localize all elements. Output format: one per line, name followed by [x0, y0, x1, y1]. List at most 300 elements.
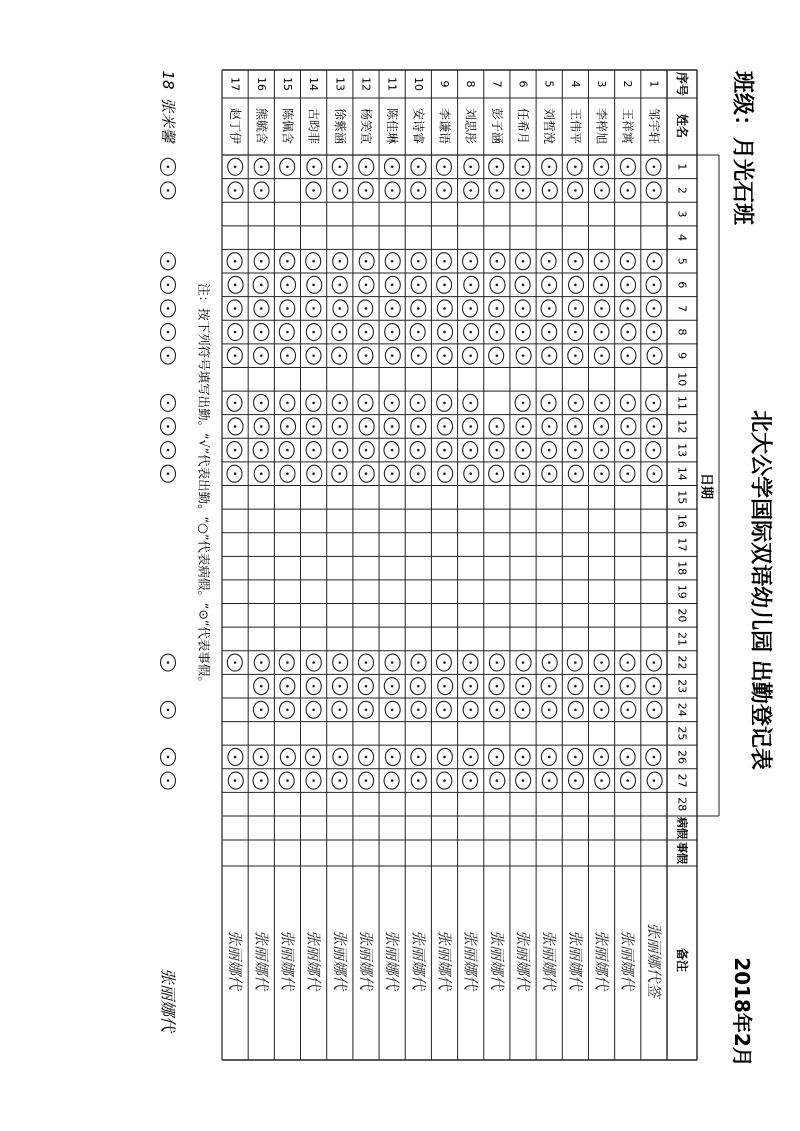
attendance-dot	[496, 354, 499, 357]
attendance-dot	[234, 189, 237, 192]
attendance-dot	[260, 260, 263, 263]
attendance-dot	[234, 449, 237, 452]
day-number: 25	[675, 726, 689, 741]
attendance-dot	[574, 449, 577, 452]
student-name: 安诗睿	[411, 107, 426, 145]
attendance-dot	[522, 472, 525, 475]
student-name: 李梓旭	[594, 107, 609, 145]
student-number: 15	[280, 77, 294, 91]
student-number: 6	[516, 80, 530, 88]
attendance-dot	[443, 449, 446, 452]
attendance-dot	[443, 284, 446, 287]
header-seq: 序号	[675, 71, 689, 97]
class-label: 班级：月光石班	[729, 70, 755, 226]
attendance-dot	[260, 779, 263, 782]
attendance-dot	[365, 685, 368, 688]
attendance-dot	[574, 708, 577, 711]
attendance-dot	[496, 661, 499, 664]
day-number: 1	[675, 163, 689, 171]
attendance-dot	[391, 284, 394, 287]
attendance-dot	[417, 402, 420, 405]
attendance-dot	[391, 354, 394, 357]
attendance-dot	[365, 472, 368, 475]
attendance-dot	[626, 331, 629, 334]
attendance-dot	[496, 307, 499, 310]
attendance-dot	[443, 166, 446, 169]
attendance-dot	[167, 166, 170, 169]
attendance-dot	[338, 402, 341, 405]
day-number: 17	[675, 537, 689, 552]
attendance-dot	[365, 331, 368, 334]
student-name: 古昀菲	[306, 107, 321, 145]
attendance-dot	[167, 402, 170, 405]
attendance-dot	[653, 779, 656, 782]
attendance-dot	[574, 756, 577, 759]
attendance-dot	[443, 708, 446, 711]
day-number: 7	[675, 304, 689, 312]
attendance-dot	[548, 189, 551, 192]
attendance-dot	[600, 685, 603, 688]
attendance-dot	[626, 708, 629, 711]
attendance-dot	[286, 284, 289, 287]
attendance-dot	[626, 284, 629, 287]
attendance-dot	[600, 756, 603, 759]
attendance-dot	[469, 331, 472, 334]
student-number: 17	[228, 77, 242, 91]
attendance-dot	[338, 661, 341, 664]
attendance-dot	[260, 661, 263, 664]
student-remark: 张丽娜代	[330, 929, 349, 991]
attendance-dot	[417, 354, 420, 357]
student-remark: 张丽娜代	[252, 929, 271, 991]
attendance-dot	[286, 779, 289, 782]
attendance-dot	[312, 661, 315, 664]
student-remark: 张丽娜代	[356, 929, 375, 991]
attendance-dot	[653, 166, 656, 169]
attendance-dot	[167, 425, 170, 428]
student-remark: 张丽娜代	[566, 929, 585, 991]
attendance-dot	[469, 284, 472, 287]
attendance-dot	[260, 189, 263, 192]
attendance-dot	[548, 449, 551, 452]
day-number: 27	[675, 773, 689, 788]
attendance-dot	[496, 284, 499, 287]
student-remark: 张丽娜代	[304, 929, 323, 991]
attendance-dot	[338, 284, 341, 287]
header-sick: 病假	[675, 817, 689, 839]
attendance-dot	[496, 189, 499, 192]
attendance-dot	[574, 331, 577, 334]
attendance-dot	[574, 472, 577, 475]
attendance-dot	[365, 307, 368, 310]
attendance-dot	[653, 402, 656, 405]
attendance-dot	[496, 425, 499, 428]
attendance-dot	[548, 685, 551, 688]
attendance-dot	[312, 685, 315, 688]
day-number: 22	[675, 655, 689, 670]
attendance-dot	[417, 779, 420, 782]
student-number: 9	[438, 80, 451, 88]
attendance-dot	[496, 779, 499, 782]
attendance-dot	[600, 331, 603, 334]
attendance-dot	[574, 284, 577, 287]
day-number: 3	[675, 210, 689, 218]
attendance-dot	[391, 449, 394, 452]
attendance-dot	[167, 779, 170, 782]
student-number: 8	[464, 80, 478, 88]
day-number: 5	[675, 257, 689, 265]
attendance-dot	[496, 708, 499, 711]
attendance-dot	[312, 354, 315, 357]
attendance-dot	[574, 166, 577, 169]
attendance-dot	[391, 260, 394, 263]
attendance-dot	[167, 708, 170, 711]
attendance-dot	[600, 472, 603, 475]
attendance-dot	[391, 189, 394, 192]
attendance-dot	[600, 425, 603, 428]
attendance-dot	[574, 307, 577, 310]
attendance-dot	[469, 661, 472, 664]
attendance-dot	[338, 260, 341, 263]
attendance-dot	[365, 449, 368, 452]
attendance-dot	[234, 779, 237, 782]
attendance-dot	[626, 260, 629, 263]
attendance-dot	[260, 402, 263, 405]
attendance-dot	[548, 402, 551, 405]
attendance-dot	[312, 449, 315, 452]
attendance-dot	[600, 708, 603, 711]
attendance-dot	[443, 331, 446, 334]
day-number: 9	[675, 352, 689, 360]
attendance-dot	[626, 402, 629, 405]
attendance-dot	[469, 166, 472, 169]
attendance-dot	[338, 472, 341, 475]
attendance-dot	[443, 354, 446, 357]
attendance-dot	[548, 331, 551, 334]
attendance-dot	[312, 779, 315, 782]
attendance-dot	[522, 425, 525, 428]
attendance-dot	[574, 189, 577, 192]
attendance-dot	[234, 331, 237, 334]
attendance-dot	[167, 449, 170, 452]
attendance-dot	[391, 425, 394, 428]
attendance-dot	[391, 402, 394, 405]
student-number: 3	[595, 80, 609, 88]
student-remark: 张丽娜代	[461, 929, 480, 991]
attendance-dot	[522, 449, 525, 452]
table-grid	[222, 70, 719, 1060]
day-number: 26	[675, 749, 689, 764]
attendance-dot	[443, 260, 446, 263]
attendance-dot	[260, 449, 263, 452]
attendance-dot	[600, 402, 603, 405]
attendance-dot	[653, 449, 656, 452]
attendance-dot	[574, 402, 577, 405]
attendance-dot	[312, 189, 315, 192]
attendance-dot	[286, 354, 289, 357]
attendance-dot	[443, 307, 446, 310]
attendance-dot	[234, 472, 237, 475]
day-number: 4	[675, 234, 689, 242]
attendance-dot	[653, 260, 656, 263]
attendance-dot	[417, 708, 420, 711]
attendance-dot	[338, 449, 341, 452]
student-name: 徐紫涵	[332, 107, 347, 145]
attendance-dot	[417, 189, 420, 192]
student-number: 10	[411, 77, 425, 91]
attendance-dot	[312, 284, 315, 287]
attendance-dot	[522, 402, 525, 405]
attendance-dot	[653, 685, 656, 688]
attendance-dot	[338, 756, 341, 759]
student-name: 彭子涵	[489, 107, 504, 145]
attendance-dot	[469, 685, 472, 688]
attendance-dot	[167, 661, 170, 664]
day-number: 24	[675, 702, 689, 717]
attendance-dot	[391, 756, 394, 759]
attendance-dot	[522, 779, 525, 782]
day-number: 21	[675, 631, 689, 646]
attendance-dot	[234, 402, 237, 405]
attendance-dot	[626, 425, 629, 428]
student-number: 5	[542, 80, 556, 88]
attendance-dot	[600, 189, 603, 192]
student-name: 赵丁伊	[228, 107, 243, 145]
student-number: 7	[490, 80, 504, 88]
attendance-dot	[653, 307, 656, 310]
attendance-dot	[167, 756, 170, 759]
student-number: 11	[385, 77, 399, 91]
student-remark: 张丽娜代	[435, 929, 454, 991]
attendance-dot	[600, 166, 603, 169]
attendance-dot	[626, 779, 629, 782]
attendance-dot	[338, 331, 341, 334]
student-number: 4	[568, 80, 582, 88]
attendance-dot	[286, 756, 289, 759]
attendance-dot	[260, 756, 263, 759]
attendance-dot	[260, 472, 263, 475]
header-name: 姓名	[675, 113, 689, 139]
attendance-dot	[167, 472, 170, 475]
attendance-dot	[286, 260, 289, 263]
attendance-dot	[626, 166, 629, 169]
attendance-dot	[391, 331, 394, 334]
attendance-dot	[574, 685, 577, 688]
attendance-dot	[365, 661, 368, 664]
attendance-dot	[391, 307, 394, 310]
attendance-dot	[234, 661, 237, 664]
attendance-dot	[653, 708, 656, 711]
attendance-dot	[469, 425, 472, 428]
attendance-dot	[260, 166, 263, 169]
attendance-dot	[167, 189, 170, 192]
legend-note: 注：按下列符号填写出勤。“√”代表出勤。“○”代表病假。“⊙”代表事假。	[196, 283, 212, 689]
header-personal: 事假	[675, 842, 689, 864]
student-number: 14	[307, 77, 321, 91]
attendance-dot	[391, 685, 394, 688]
day-number: 15	[675, 490, 689, 505]
day-number: 6	[675, 281, 689, 289]
attendance-dot	[167, 284, 170, 287]
attendance-dot	[234, 756, 237, 759]
attendance-dot	[522, 708, 525, 711]
attendance-dot	[548, 661, 551, 664]
student-number: 2	[621, 80, 635, 88]
attendance-dot	[391, 708, 394, 711]
attendance-dot	[391, 661, 394, 664]
attendance-dot	[234, 284, 237, 287]
attendance-dot	[286, 331, 289, 334]
student-number: 16	[254, 77, 268, 91]
attendance-dot	[365, 284, 368, 287]
attendance-dot	[653, 354, 656, 357]
attendance-dot	[469, 449, 472, 452]
day-number: 28	[675, 797, 689, 812]
student-remark: 张丽娜代	[409, 929, 428, 991]
student-number: 12	[359, 77, 373, 91]
attendance-dot	[653, 331, 656, 334]
attendance-dot	[626, 449, 629, 452]
attendance-dot	[260, 685, 263, 688]
attendance-dot	[167, 354, 170, 357]
extra-row-remark: 张丽娜代	[158, 967, 178, 1033]
day-number: 2	[675, 186, 689, 194]
attendance-dot	[653, 472, 656, 475]
attendance-dot	[312, 402, 315, 405]
attendance-dot	[365, 260, 368, 263]
month-label: 2018年2月	[730, 957, 754, 1067]
attendance-dot	[312, 307, 315, 310]
attendance-dot	[365, 189, 368, 192]
attendance-dot	[365, 708, 368, 711]
attendance-dot	[312, 472, 315, 475]
attendance-dot	[365, 756, 368, 759]
attendance-dot	[548, 260, 551, 263]
attendance-dot	[365, 425, 368, 428]
student-remark: 张丽娜代	[592, 929, 611, 991]
attendance-dot	[417, 472, 420, 475]
attendance-dot	[548, 779, 551, 782]
attendance-dot	[417, 307, 420, 310]
attendance-dot	[626, 307, 629, 310]
attendance-dot	[548, 307, 551, 310]
attendance-dot	[626, 189, 629, 192]
student-number: 1	[647, 80, 661, 88]
attendance-dot	[312, 260, 315, 263]
extra-row-number: 18	[159, 70, 177, 90]
attendance-dot	[469, 354, 472, 357]
attendance-dot	[626, 756, 629, 759]
attendance-dot	[443, 472, 446, 475]
attendance-dot	[496, 166, 499, 169]
attendance-dot	[417, 166, 420, 169]
attendance-dot	[391, 166, 394, 169]
header-remarks: 备注	[675, 947, 689, 973]
attendance-dot	[338, 685, 341, 688]
attendance-dot	[260, 354, 263, 357]
attendance-dot	[522, 661, 525, 664]
attendance-dot	[312, 756, 315, 759]
student-name: 任希月	[516, 107, 531, 145]
attendance-dot	[496, 449, 499, 452]
attendance-dot	[338, 307, 341, 310]
attendance-dot	[443, 756, 446, 759]
attendance-dot	[496, 331, 499, 334]
student-name: 刘哲涗	[542, 107, 557, 145]
attendance-dot	[548, 708, 551, 711]
day-number: 11	[675, 395, 689, 410]
student-name: 王伟平	[568, 107, 583, 145]
attendance-dot	[365, 779, 368, 782]
attendance-dot	[548, 756, 551, 759]
attendance-dot	[548, 425, 551, 428]
attendance-dot	[574, 425, 577, 428]
attendance-dot	[338, 425, 341, 428]
student-remark: 张丽娜代签	[644, 922, 663, 998]
attendance-dot	[522, 284, 525, 287]
attendance-dot	[469, 779, 472, 782]
attendance-dot	[626, 685, 629, 688]
attendance-dot	[286, 708, 289, 711]
attendance-dot	[443, 402, 446, 405]
attendance-dot	[574, 661, 577, 664]
student-remark: 张丽娜代	[618, 929, 637, 991]
attendance-dot	[469, 472, 472, 475]
attendance-dot	[391, 779, 394, 782]
attendance-dot	[417, 425, 420, 428]
attendance-dot	[469, 708, 472, 711]
attendance-dot	[286, 472, 289, 475]
attendance-dot	[626, 354, 629, 357]
student-name: 李谦语	[437, 107, 452, 145]
attendance-dot	[522, 189, 525, 192]
attendance-dot	[443, 685, 446, 688]
student-name: 杨笑宣	[358, 107, 373, 145]
attendance-dot	[338, 354, 341, 357]
attendance-dot	[522, 307, 525, 310]
day-number: 12	[675, 419, 689, 434]
attendance-dot	[600, 307, 603, 310]
page-title: 北大公学国际双语幼儿园 出勤登记表	[747, 410, 773, 770]
attendance-dot	[260, 307, 263, 310]
attendance-dot	[417, 449, 420, 452]
extra-row-name: 张米馨	[159, 97, 177, 143]
attendance-dot	[548, 354, 551, 357]
student-name: 邹宇轩	[646, 107, 661, 145]
student-name: 刘思彤	[463, 107, 478, 145]
day-number: 16	[675, 513, 689, 528]
attendance-dot	[260, 331, 263, 334]
attendance-dot	[391, 472, 394, 475]
day-number: 13	[675, 443, 689, 458]
day-number: 23	[675, 679, 689, 694]
attendance-dot	[443, 661, 446, 664]
attendance-dot	[417, 661, 420, 664]
attendance-dot	[600, 779, 603, 782]
attendance-dot	[286, 402, 289, 405]
attendance-dot	[234, 166, 237, 169]
attendance-dot	[338, 189, 341, 192]
attendance-dot	[469, 189, 472, 192]
attendance-dot	[417, 685, 420, 688]
attendance-dot	[522, 354, 525, 357]
attendance-dot	[469, 260, 472, 263]
student-remark: 张丽娜代	[226, 929, 245, 991]
attendance-dot	[365, 166, 368, 169]
attendance-dot	[443, 425, 446, 428]
attendance-dot	[600, 354, 603, 357]
attendance-dot	[234, 260, 237, 263]
